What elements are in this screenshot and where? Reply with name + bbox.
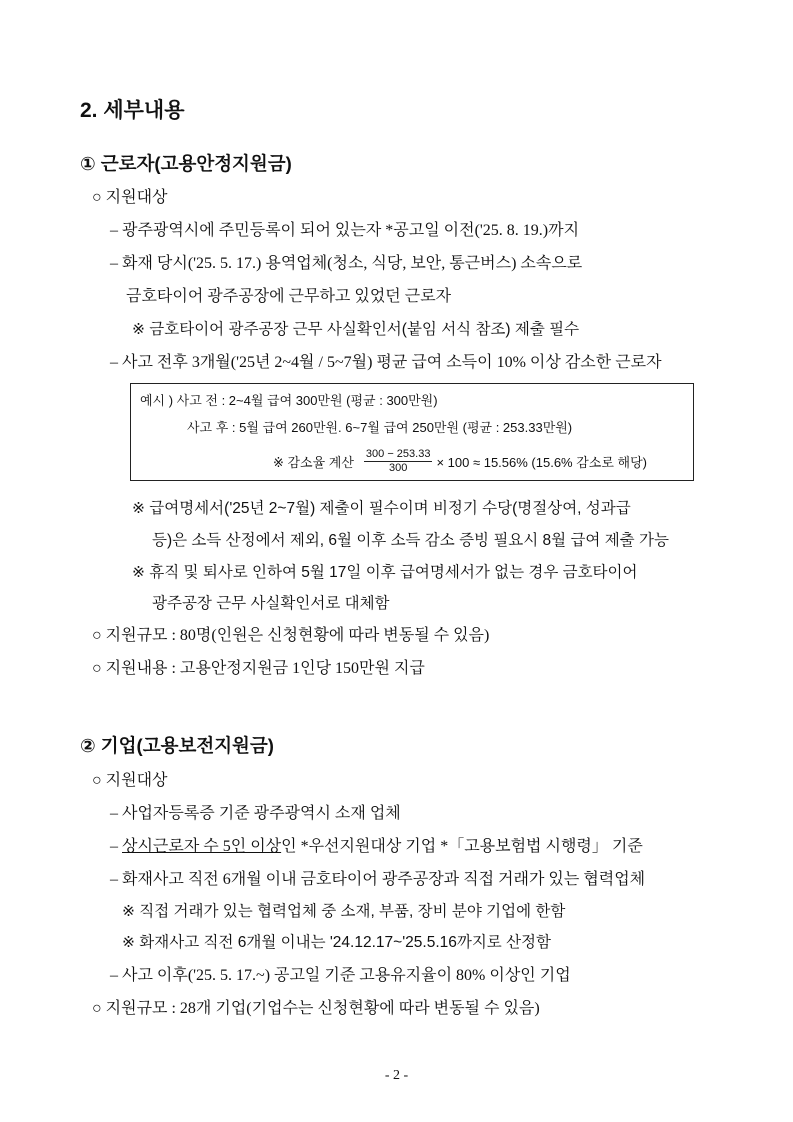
section2-item4: – 사고 이후('25. 5. 17.~) 공고일 기준 고용유지율이 80% 이상인 기업 <box>110 967 571 984</box>
example-box <box>130 383 694 481</box>
example-calculation <box>273 448 647 475</box>
section2-item2 <box>110 833 643 856</box>
section1-title: ① 근로자(고용안정지원금) <box>80 153 292 174</box>
section1-item2b: 금호타이어 광주공장에 근무하고 있었던 근로자 <box>126 288 452 305</box>
calc-numerator: 300 − 253.33 <box>365 448 431 460</box>
calc-fraction <box>364 448 433 475</box>
example-line1: 예시 ) 사고 전 : 2~4월 급여 300만원 (평균 : 300만원) <box>140 393 438 408</box>
example-line2: 사고 후 : 5월 급여 260만원. 6~7월 급여 250만원 (평균 : 253.33만원) <box>187 420 573 435</box>
calc-denominator: 300 <box>389 462 408 474</box>
calc-result: × 100 ≈ 15.56% (15.6% 감소로 해당) <box>436 455 647 470</box>
section2-title: ② 기업(고용보전지원금) <box>80 735 274 756</box>
section1-target-label: ○ 지원대상 <box>92 189 168 206</box>
section2-item3: – 화재사고 직전 6개월 이내 금호타이어 광주공장과 직접 거래가 있는 협력업체 <box>110 871 646 888</box>
section1-item3: – 사고 전후 3개월('25년 2~4월 / 5~7월) 평균 급여 소득이 10% 이상 감소한 근로자 <box>110 354 662 371</box>
section1-note3b: 광주공장 근무 사실확인서로 대체함 <box>152 595 390 612</box>
section1-item2a: – 화재 당시('25. 5. 17.) 용역업체(청소, 식당, 보안, 통근버스) 소속으로 <box>110 255 583 272</box>
section-heading: 2. 세부내용 <box>80 99 185 122</box>
section2-item1: – 사업자등록증 기준 광주광역시 소재 업체 <box>110 805 401 822</box>
section2-note2: ※ 화재사고 직전 6개월 이내는 '24.12.17~'25.5.16까지로 산정함 <box>122 934 552 951</box>
page-number: - 2 - <box>384 1068 409 1083</box>
section1-note1: ※ 금호타이어 광주공장 근무 사실확인서(붙임 서식 참조) 제출 필수 <box>132 321 580 338</box>
section2-target-label: ○ 지원대상 <box>92 772 168 789</box>
section1-note2b: 등)은 소득 산정에서 제외, 6월 이후 소득 감소 증빙 필요시 8월 급여 제출 가능 <box>152 532 669 549</box>
section2-item2-dash: – <box>110 838 122 855</box>
section2-note1: ※ 직접 거래가 있는 협력업체 중 소재, 부품, 장비 분야 기업에 한함 <box>122 903 566 920</box>
section1-note2a: ※ 급여명세서('25년 2~7월) 제출이 필수이며 비정기 수당(명절상여, 성과급 <box>132 500 631 517</box>
section2-item2-underlined: 상시근로자 수 5인 이상 <box>122 838 282 855</box>
section1-item1: – 광주광역시에 주민등록이 되어 있는자 *공고일 이전('25. 8. 19.)까지 <box>110 222 580 239</box>
section2-item2-rest: 인 *우선지원대상 기업 *「고용보험법 시행령」 기준 <box>281 838 643 855</box>
section1-scale: ○ 지원규모 : 80명(인원은 신청현황에 따라 변동될 수 있음) <box>92 627 490 644</box>
calc-label: ※ 감소율 계산 <box>273 455 354 470</box>
section1-content: ○ 지원내용 : 고용안정지원금 1인당 150만원 지급 <box>92 660 425 677</box>
section2-scale: ○ 지원규모 : 28개 기업(기업수는 신청현황에 따라 변동될 수 있음) <box>92 1000 540 1017</box>
section1-note3a: ※ 휴직 및 퇴사로 인하여 5월 17일 이후 급여명세서가 없는 경우 금호타이어 <box>132 564 638 581</box>
